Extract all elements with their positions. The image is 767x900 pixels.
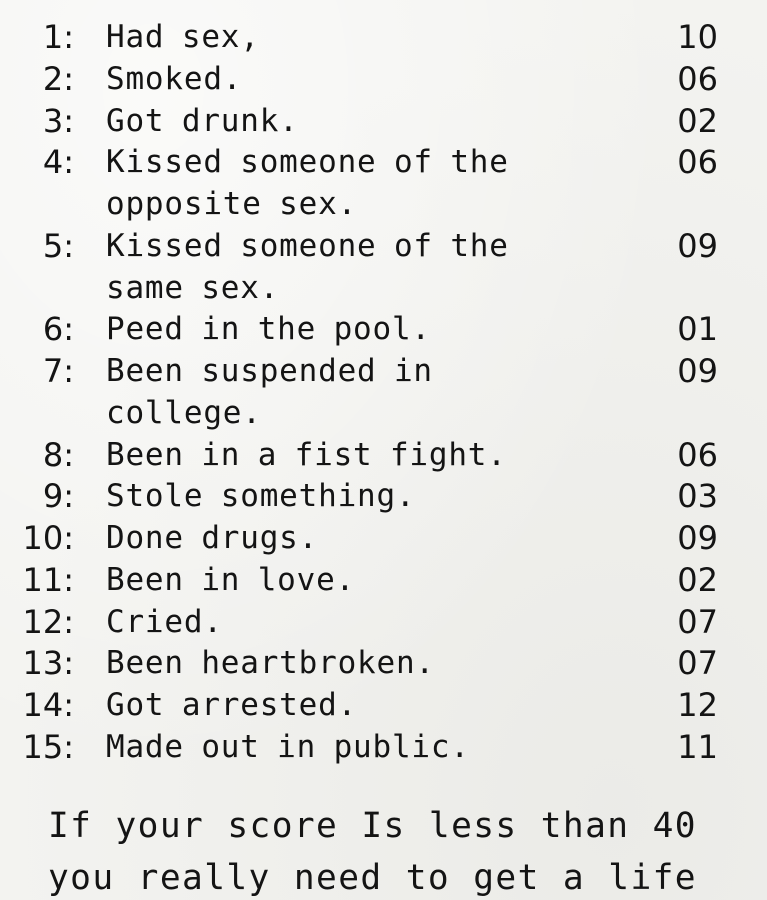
item-score: 09 <box>677 226 718 265</box>
list-item <box>0 17 767 59</box>
item-text: Smoked. <box>106 60 243 97</box>
item-score: 07 <box>677 644 718 683</box>
closing-message-line-1: If your score Is less than 40 <box>48 806 697 846</box>
item-score: 02 <box>677 101 718 140</box>
list-item <box>0 59 767 101</box>
list-item <box>0 101 767 143</box>
list-item <box>0 435 767 477</box>
list-item <box>0 602 767 644</box>
item-number: 11: <box>22 560 74 599</box>
list-item <box>0 560 767 602</box>
list-item <box>0 518 767 560</box>
item-number: 13: <box>22 644 74 683</box>
item-number: 15: <box>22 727 74 766</box>
list-item <box>0 351 767 435</box>
item-number: 2: <box>42 59 74 98</box>
item-text: Been heartbroken. <box>106 645 435 682</box>
item-score: 07 <box>677 602 718 641</box>
item-number: 10: <box>22 519 74 557</box>
list-item <box>0 727 767 769</box>
list-item <box>0 685 767 727</box>
item-score: 10 <box>677 18 718 56</box>
item-text: Cried. <box>106 603 223 640</box>
item-score: 06 <box>677 59 718 98</box>
closing-message-line-2: you really need to get a life <box>48 858 697 898</box>
item-number: 4: <box>42 143 74 182</box>
item-text: Got drunk. <box>106 102 299 139</box>
item-text: Stole something. <box>106 478 416 515</box>
checklist <box>0 17 767 769</box>
item-score: 12 <box>677 686 718 724</box>
list-item <box>0 226 767 310</box>
item-text: Done drugs. <box>106 520 319 556</box>
item-score: 09 <box>677 519 718 557</box>
item-score: 01 <box>677 310 718 349</box>
item-number: 1: <box>42 18 74 56</box>
list-item <box>0 476 767 518</box>
item-score: 11 <box>677 727 718 766</box>
item-number: 14: <box>22 686 74 724</box>
item-text: Peed in the pool. <box>106 311 431 348</box>
item-text: Had sex, <box>106 19 260 55</box>
closing-message <box>48 800 738 900</box>
item-number: 8: <box>42 435 74 474</box>
item-text: Been suspended in college. <box>106 353 433 431</box>
item-score: 06 <box>677 143 718 182</box>
item-text: Got arrested. <box>106 687 358 723</box>
item-number: 12: <box>22 602 74 641</box>
list-item <box>0 309 767 351</box>
item-score: 02 <box>677 560 718 599</box>
item-number: 6: <box>42 310 74 349</box>
item-text: Been in love. <box>106 561 356 598</box>
item-text: Kissed someone of the opposite sex. <box>106 144 509 222</box>
item-score: 09 <box>677 352 718 390</box>
item-number: 9: <box>42 477 74 516</box>
list-item <box>0 643 767 685</box>
list-item <box>0 142 767 226</box>
item-score: 06 <box>677 435 718 474</box>
item-text: Kissed someone of the same sex. <box>106 227 509 306</box>
item-text: Made out in public. <box>106 728 470 765</box>
item-number: 3: <box>42 101 74 140</box>
item-score: 03 <box>677 477 718 516</box>
item-text: Been in a fist fight. <box>106 436 507 473</box>
item-number: 7: <box>42 352 74 390</box>
item-number: 5: <box>42 226 74 265</box>
